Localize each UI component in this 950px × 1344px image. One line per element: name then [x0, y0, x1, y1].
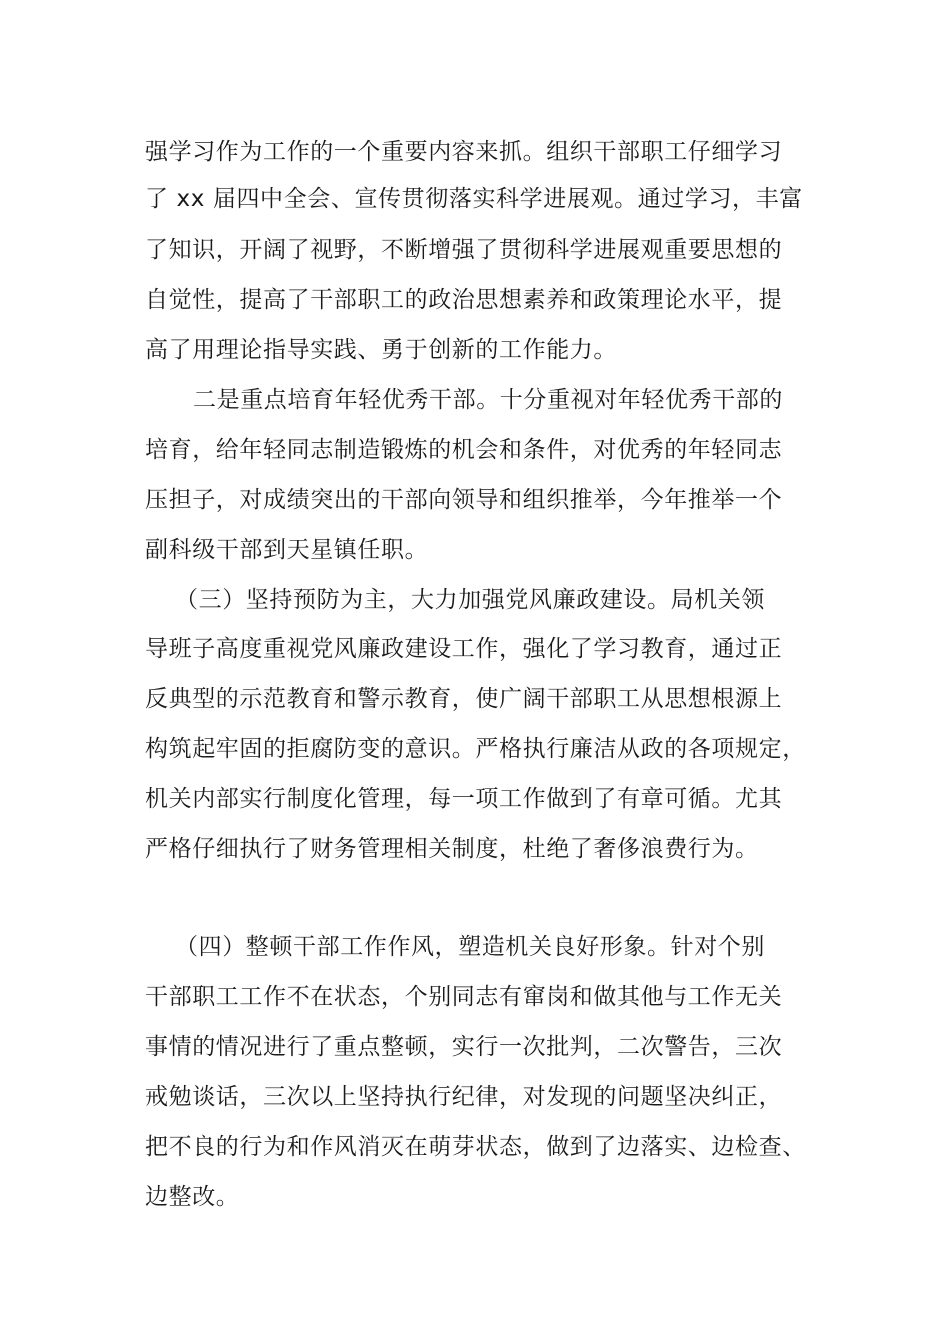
paragraph-start-line: 二是重点培育年轻优秀干部。十分重视对年轻优秀干部的 — [193, 387, 783, 413]
section-heading-line: （三）坚持预防为主，大力加强党风廉政建设。局机关领 — [175, 587, 765, 613]
text-line: 培育，给年轻同志制造锻炼的机会和条件，对优秀的年轻同志 — [145, 437, 783, 463]
text-line: 导班子高度重视党风廉政建设工作，强化了学习教育，通过正 — [145, 636, 783, 662]
text-line: 自觉性，提高了干部职工的政治思想素养和政策理论水平，提 — [145, 287, 783, 313]
text-line: 构筑起牢固的拒腐防变的意识。严格执行廉洁从政的各项规定， — [145, 736, 806, 762]
text-line: 了 xx 届四中全会、宣传贯彻落实科学进展观。通过学习，丰富 — [145, 186, 803, 212]
text-line: 干部职工工作不在状态，个别同志有窜岗和做其他与工作无关 — [145, 984, 783, 1010]
text-line: 严格仔细执行了财务管理相关制度，杜绝了奢侈浪费行为。 — [145, 836, 759, 862]
text-line: 高了用理论指导实践、勇于创新的工作能力。 — [145, 337, 617, 363]
text-line: 戒勉谈话，三次以上坚持执行纪律，对发现的问题坚决纠正， — [145, 1084, 783, 1110]
section-heading-line: （四）整顿干部工作作风，塑造机关良好形象。针对个别 — [175, 934, 765, 960]
text-line: 把不良的行为和作风消灭在萌芽状态，做到了边落实、边检查、 — [145, 1134, 806, 1160]
text-line: 压担子，对成绩突出的干部向领导和组织推举，今年推举一个 — [145, 487, 783, 513]
text-line: 机关内部实行制度化管理，每一项工作做到了有章可循。尤其 — [145, 786, 783, 812]
text-line: 副科级干部到天星镇任职。 — [145, 537, 429, 563]
text-line: 边整改。 — [145, 1184, 240, 1210]
text-line: 强学习作为工作的一个重要内容来抓。组织干部职工仔细学习 — [145, 139, 783, 165]
text-line: 事情的情况进行了重点整顿，实行一次批判，二次警告，三次 — [145, 1034, 783, 1060]
text-line: 了知识，开阔了视野，不断增强了贯彻科学进展观重要思想的 — [145, 237, 783, 263]
text-line: 反典型的示范教育和警示教育，使广阔干部职工从思想根源上 — [145, 686, 783, 712]
